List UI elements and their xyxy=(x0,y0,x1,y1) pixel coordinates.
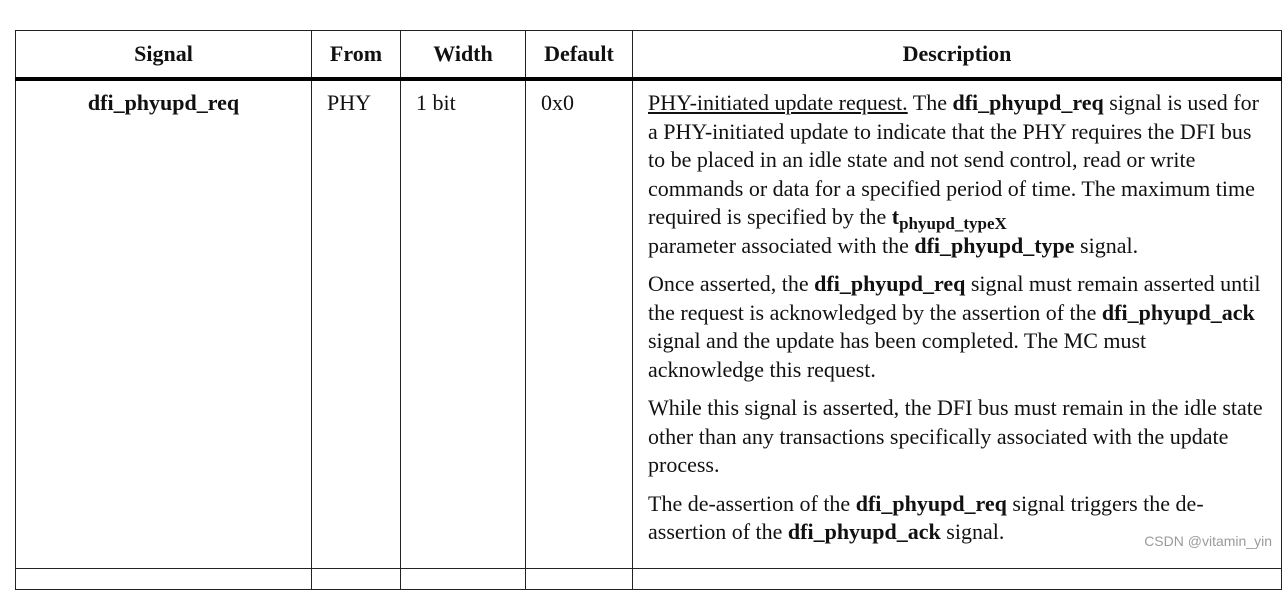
signal-table xyxy=(15,30,1282,590)
text-span: signal is used for a PHY-initiated update to indicate that the PHY requires the DFI bus to be placed in an idle state and not send control, read or write commands or data for a specified period of time. The maximum time required is specified by the xyxy=(648,90,1259,229)
text-span: The xyxy=(907,90,953,115)
signal-name: dfi_phyupd_type xyxy=(914,232,1075,258)
text-span: signal and the update has been completed. The MC must acknowledge this request. xyxy=(648,328,1147,382)
header-from: From xyxy=(312,31,401,80)
table-row-next xyxy=(16,569,1282,590)
description-link-phrase: PHY-initiated update request. xyxy=(648,90,908,115)
signal-name: dfi_phyupd_req xyxy=(855,490,1007,516)
parameter-subscript: phyupd_typeX xyxy=(899,214,1007,233)
header-description: Description xyxy=(633,31,1282,80)
signal-name: dfi_phyupd_req xyxy=(952,90,1104,115)
text-span: signal triggers the de-assertion of the xyxy=(648,490,1204,544)
signal-name: dfi_phyupd_req xyxy=(814,271,966,296)
text-span: signal must remain asserted until the request is acknowledged by the assertion of the xyxy=(648,271,1261,325)
signal-name: dfi_phyupd_ack xyxy=(787,519,941,544)
header-width: Width xyxy=(401,31,526,80)
header-signal: Signal xyxy=(16,31,312,80)
cell-empty xyxy=(633,569,1282,590)
header-row xyxy=(16,31,1282,80)
cell-signal: dfi_phyupd_req xyxy=(16,79,312,569)
text-span: parameter associated with the xyxy=(648,232,915,258)
cell-empty xyxy=(312,569,401,590)
header-default: Default xyxy=(526,31,633,80)
signal-name: dfi_phyupd_ack xyxy=(1101,299,1255,325)
text-span: While this signal is asserted, the DFI bus must remain in the idle state other than any transactions specifically associated with the update process. xyxy=(648,395,1263,477)
text-span: The de-assertion of the xyxy=(648,490,856,516)
cell-empty xyxy=(526,569,633,590)
description-paragraph-1 xyxy=(648,89,1266,260)
text-span: signal. xyxy=(1074,232,1139,258)
cell-from: PHY xyxy=(312,79,401,569)
cell-empty xyxy=(16,569,312,590)
parameter-name xyxy=(891,204,1007,233)
table-row xyxy=(16,79,1282,569)
parameter-base: t xyxy=(891,204,900,229)
description-paragraph-2 xyxy=(648,270,1266,384)
text-span: signal. xyxy=(940,519,1005,544)
watermark: CSDN @vitamin_yin xyxy=(1144,533,1272,549)
text-span: Once asserted, the xyxy=(648,271,815,296)
description-paragraph-3 xyxy=(648,394,1266,480)
cell-width: 1 bit xyxy=(401,79,526,569)
cell-default: 0x0 xyxy=(526,79,633,569)
cell-empty xyxy=(401,569,526,590)
cell-description xyxy=(633,79,1282,569)
